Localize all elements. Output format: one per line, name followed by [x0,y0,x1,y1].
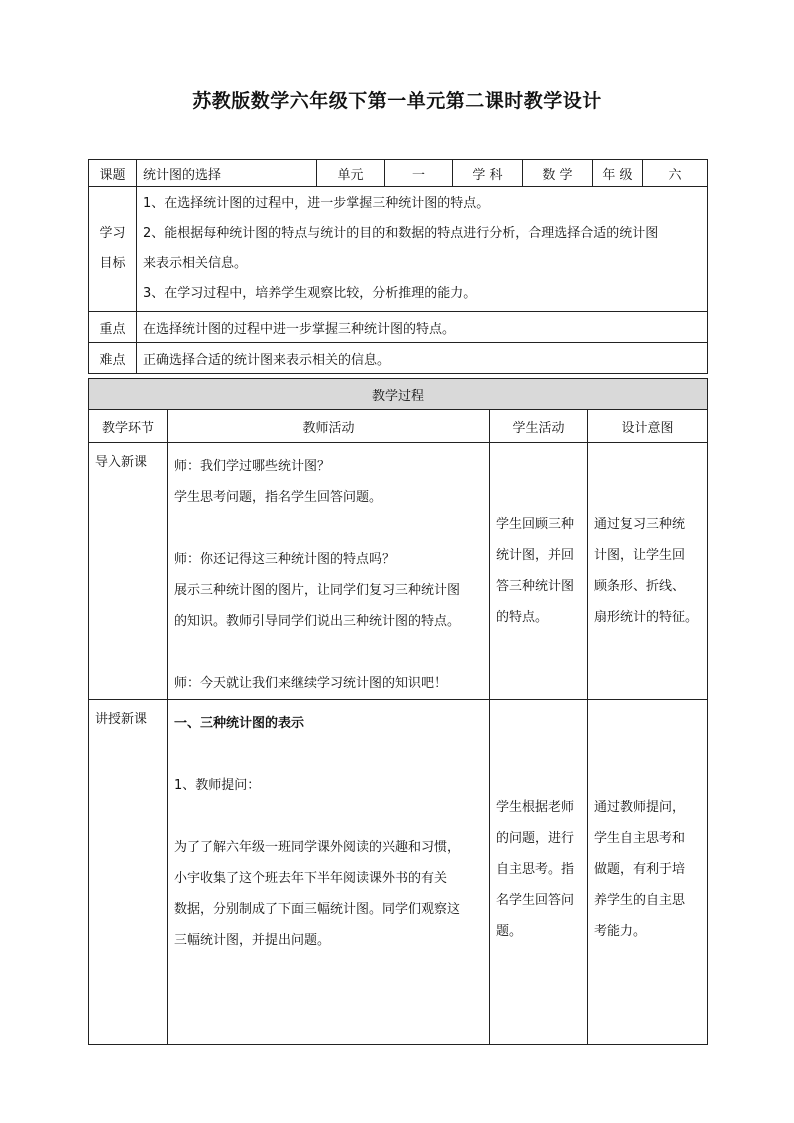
teacher-line: 的知识。教师引导同学们说出三种统计图的特点。 [174,614,461,629]
process-row-new [89,700,708,1045]
intent-line: 通过教师提问， [594,800,686,815]
student-line: 学生回顾三种 [496,517,575,532]
teacher-line: 师：你还记得这三种统计图的特点吗？ [174,552,396,567]
key-point-row [89,312,708,343]
teacher-line: 1、教师提问： [174,778,261,793]
header-teacher: 教师活动 [168,410,490,443]
topic-value: 统计图的选择 [137,160,317,187]
difficulty-label: 难点 [89,343,137,374]
process-heading-row [89,379,708,410]
info-table [88,159,708,374]
goal-item: 3、在学习过程中，培养学生观察比较，分析推理的能力。 [143,286,477,301]
stage-intro: 导入新课 [89,443,168,700]
page-title: 苏教版数学六年级下第一单元第二课时教学设计 [192,90,602,112]
student-line: 答三种统计图 [496,579,575,594]
teacher-line: 为了了解六年级一班同学课外阅读的兴趣和习惯， [174,840,461,855]
teacher-line: 学生思考问题，指名学生回答问题。 [174,490,383,505]
teacher-line: 展示三种统计图的图片，让同学们复习三种统计图 [174,583,461,598]
key-point-label: 重点 [89,312,137,343]
student-activity-intro [490,443,588,700]
topic-label: 课题 [89,160,137,187]
section-heading: 一、三种统计图的表示 [174,716,305,731]
info-row [89,160,708,187]
goals-label [89,187,137,312]
intent-line: 考能力。 [594,924,647,939]
teacher-line: 小宇收集了这个班去年下半年阅读课外书的有关 [174,871,448,886]
goal-item: 来表示相关信息。 [143,256,248,271]
teacher-line: 师：我们学过哪些统计图？ [174,459,331,474]
intent-line: 顾条形、折线、 [594,579,686,594]
design-intent-intro [588,443,708,700]
intent-line: 养学生的自主思 [594,893,686,908]
goal-item: 1、在选择统计图的过程中，进一步掌握三种统计图的特点。 [143,196,490,211]
header-stage: 教学环节 [89,410,168,443]
process-header-row [89,410,708,443]
process-row-intro [89,443,708,700]
subject-value: 数 学 [523,160,593,187]
teacher-line: 三幅统计图，并提出问题。 [174,933,331,948]
goals-content [137,187,708,312]
teacher-line [174,637,483,668]
teacher-activity-new [168,700,490,1045]
teacher-line [174,801,483,832]
subject-label: 学 科 [453,160,523,187]
intent-line: 计图，让学生回 [594,548,686,563]
goals-label-line-2: 目标 [99,256,126,271]
goals-row [89,187,708,312]
difficulty-value: 正确选择合适的统计图来表示相关的信息。 [137,343,708,374]
process-heading: 教学过程 [89,379,708,410]
intent-line: 通过复习三种统 [594,517,686,532]
student-line: 自主思考。指 [496,862,575,877]
intent-line: 做题，有利于培 [594,862,686,877]
goals-label-line-1: 学习 [99,226,126,241]
student-line: 名学生回答问 [496,893,575,908]
teacher-line: 数据，分别制成了下面三幅统计图。同学们观察这 [174,902,461,917]
grade-label: 年 级 [593,160,643,187]
teacher-activity-intro [168,443,490,700]
teacher-line [174,513,483,544]
student-line: 的特点。 [496,610,549,625]
unit-value: 一 [385,160,453,187]
header-intent: 设计意图 [588,410,708,443]
student-line: 的问题，进行 [496,831,575,846]
student-line: 学生根据老师 [496,800,575,815]
design-intent-new [588,700,708,1045]
difficulty-row [89,343,708,374]
student-activity-new [490,700,588,1045]
student-line: 统计图，并回 [496,548,575,563]
intent-line: 学生自主思考和 [594,831,686,846]
grade-value: 六 [643,160,708,187]
goal-item: 2、能根据每种统计图的特点与统计的目的和数据的特点进行分析，合理选择合适的统计图 [143,226,659,241]
key-point-value: 在选择统计图的过程中进一步掌握三种统计图的特点。 [137,312,708,343]
header-student: 学生活动 [490,410,588,443]
intent-line: 扇形统计的特征。 [594,610,699,625]
unit-label: 单元 [317,160,385,187]
student-line: 题。 [496,924,523,939]
stage-new: 讲授新课 [89,700,168,1045]
process-table [88,378,708,1045]
teacher-line: 师：今天就让我们来继续学习统计图的知识吧！ [174,676,448,691]
